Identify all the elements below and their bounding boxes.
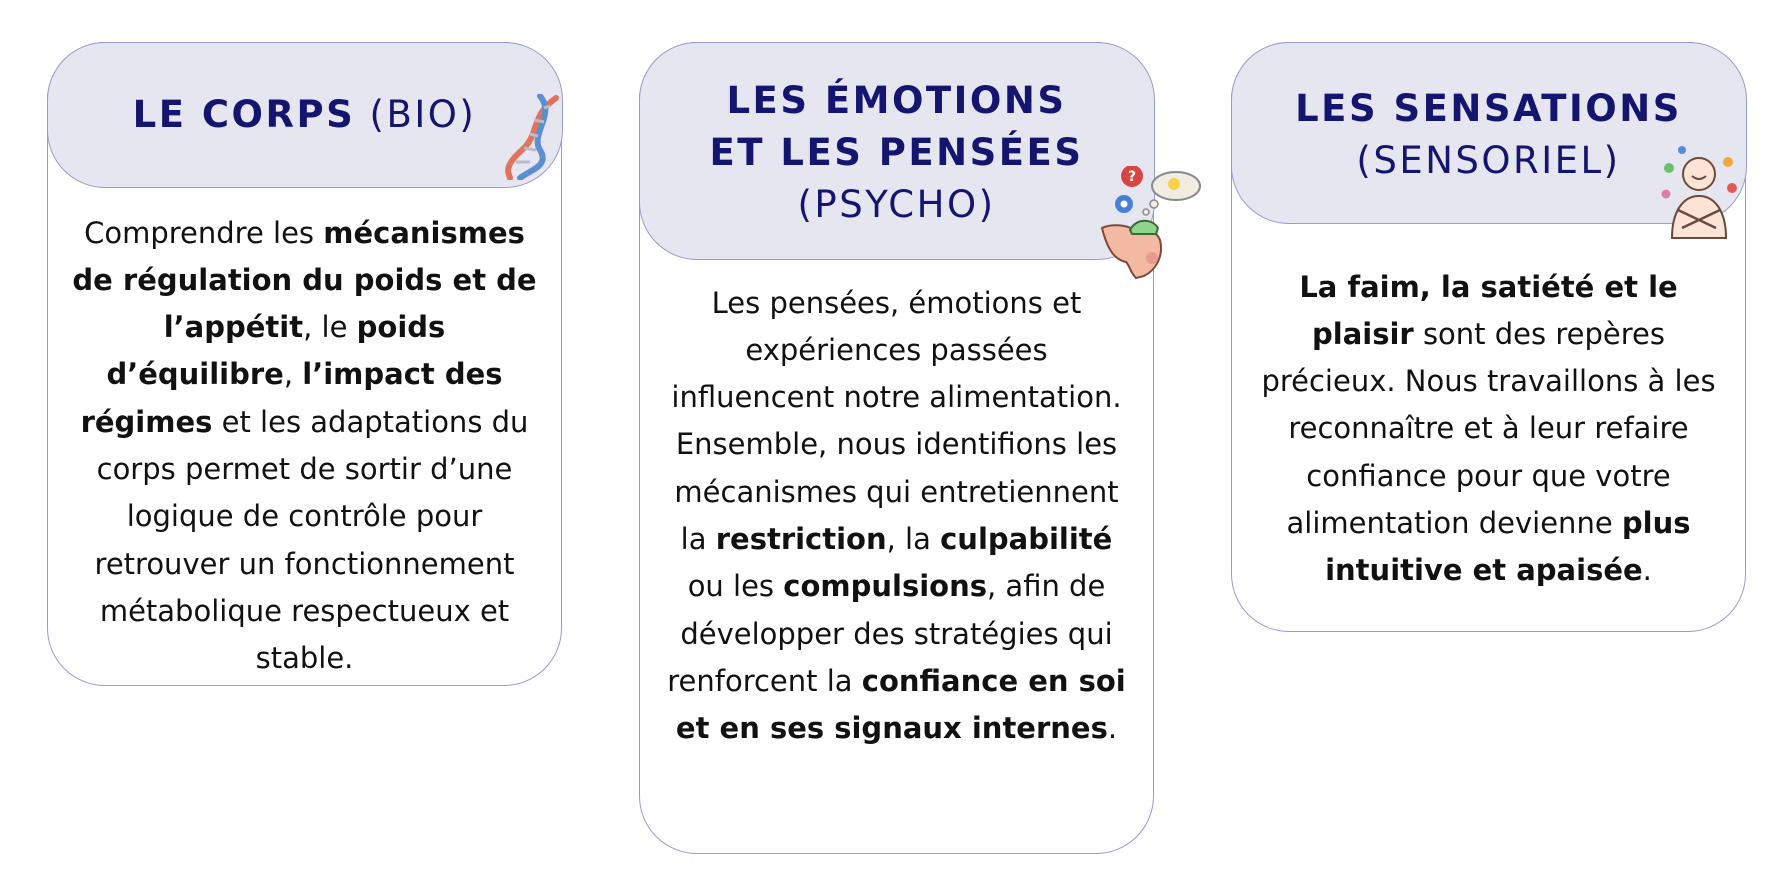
card-title-sub: (SENSORIEL) bbox=[1356, 138, 1621, 182]
card-title-main: LES SENSATIONS bbox=[1295, 86, 1682, 130]
card-title-main-line2: ET LES PENSÉES bbox=[709, 130, 1084, 174]
card-title-sub: (PSYCHO) bbox=[797, 182, 996, 226]
card-body-bio bbox=[48, 188, 561, 683]
body-text-bold: l’impact des régimes bbox=[80, 357, 503, 439]
body-text-bold: compulsions bbox=[783, 569, 987, 604]
body-text: Comprendre les bbox=[84, 215, 324, 250]
head-thoughts-icon bbox=[1086, 166, 1206, 282]
body-text: , bbox=[283, 357, 303, 392]
body-text: et les adaptations du corps permet de sortir d’une logique de contrôle pour retrouver un fonctionnement métabolique respectueux et stable. bbox=[94, 404, 529, 676]
body-text: . bbox=[1107, 711, 1118, 746]
card-body-sensoriel bbox=[1232, 224, 1745, 595]
card-header-psycho bbox=[639, 42, 1155, 260]
card-header-bio bbox=[47, 42, 563, 188]
body-text: , la bbox=[886, 521, 941, 556]
card-title bbox=[133, 89, 477, 141]
body-text-bold: restriction bbox=[715, 521, 887, 556]
person-calm-icon bbox=[1660, 144, 1738, 240]
body-text: Les pensées, émotions et expériences passées influencent notre alimentation. Ensemble, nous identifions les mécanismes qui entretiennent la bbox=[671, 285, 1122, 556]
card-title-sub: (BIO) bbox=[369, 92, 477, 136]
card-title-main: LE CORPS bbox=[132, 92, 356, 136]
body-text: sont des repères précieux. Nous travaillons à les reconnaître et à leur refaire confiance pour que votre alimentation devienne bbox=[1261, 316, 1716, 540]
card-body-psycho bbox=[640, 260, 1153, 753]
dna-icon bbox=[500, 94, 568, 180]
svg-text:?: ? bbox=[1128, 169, 1137, 185]
body-text: . bbox=[1642, 553, 1652, 588]
body-text-bold: plus intuitive et apaisée bbox=[1325, 505, 1691, 588]
card-title-main-line1: LES ÉMOTIONS bbox=[726, 78, 1067, 122]
card-psycho bbox=[639, 42, 1154, 854]
body-text-bold: culpabilité bbox=[940, 521, 1113, 556]
body-text: ou les bbox=[687, 569, 784, 604]
body-text-bold: confiance en soi et en ses signaux internes bbox=[675, 663, 1126, 746]
body-text-bold: poids d’équilibre bbox=[106, 310, 446, 392]
body-text-bold: La faim, la satiété et le plaisir bbox=[1299, 269, 1678, 351]
body-text-bold: mécanismes de régulation du poids et de l’appétit bbox=[72, 215, 537, 345]
body-text: , le bbox=[303, 310, 357, 345]
card-sensoriel bbox=[1231, 42, 1746, 632]
body-text: , afin de développer des stratégies qui renforcent la bbox=[667, 569, 1113, 698]
card-bio bbox=[47, 42, 562, 686]
